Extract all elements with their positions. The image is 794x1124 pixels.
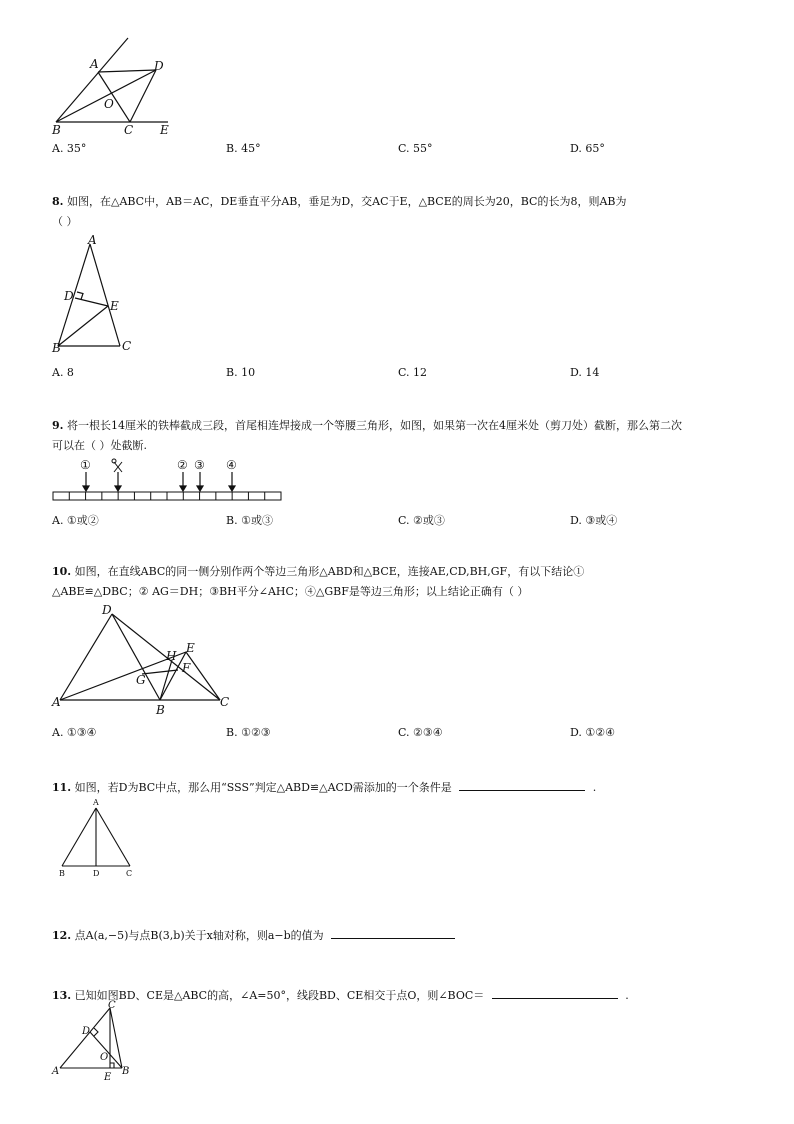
q7-option-b[interactable]: B. 45° — [226, 142, 261, 155]
q8-figure — [48, 232, 148, 356]
q10-label-f: F — [182, 661, 191, 675]
q8-text-line2: （ ） — [52, 215, 78, 228]
q7-label-b: B — [52, 123, 61, 137]
q10-label-b: B — [156, 703, 165, 717]
q10-text-line1: 如图，在直线ABC的同一侧分别作两个等边三角形△ABD和△BCE，连接AE,CD,BH,GF，有以下结论① — [74, 565, 585, 578]
q9-figure — [50, 456, 286, 504]
q11-stem — [52, 778, 596, 798]
q13-text: 已知如图BD、CE是△ABC的高，∠A=50°，线段BD、CE相交于点O，则∠BOC＝ — [74, 989, 485, 1002]
q11-number: 11. — [52, 781, 72, 794]
q11-label-b: B — [59, 869, 65, 878]
q12-number: 12. — [52, 929, 72, 942]
q10-stem — [52, 562, 584, 602]
q11-label-c: C — [126, 869, 133, 878]
scissors-icon — [112, 459, 122, 472]
q12-text: 点A(a,−5)与点B(3,b)关于x轴对称，则a−b的值为 — [74, 929, 324, 942]
q10-label-a: A — [52, 695, 61, 709]
q8-stem — [52, 192, 626, 232]
q13-tail: . — [625, 989, 629, 1002]
q13-answer-blank[interactable] — [492, 988, 618, 999]
q8-label-c: C — [122, 339, 132, 353]
q10-label-e: E — [186, 641, 195, 655]
q13-label-e: E — [104, 1072, 112, 1082]
q7-option-a[interactable]: A. 35° — [52, 142, 87, 155]
q8-label-d: D — [64, 289, 74, 303]
q10-option-d[interactable]: D. ①②④ — [570, 726, 616, 739]
q7-option-c[interactable]: C. 55° — [398, 142, 433, 155]
q12-stem — [52, 926, 459, 946]
q9-option-c[interactable]: C. ②或③ — [398, 514, 445, 527]
q8-option-b[interactable]: B. 10 — [226, 366, 256, 379]
q13-label-d: D — [82, 1026, 91, 1037]
q7-label-a: A — [90, 57, 99, 71]
q8-label-a: A — [88, 233, 97, 247]
q10-option-a[interactable]: A. ①③④ — [52, 726, 97, 739]
q8-option-d[interactable]: D. 14 — [570, 366, 600, 379]
q13-label-c: C — [108, 1000, 116, 1011]
q10-option-b[interactable]: B. ①②③ — [226, 726, 271, 739]
q11-answer-blank[interactable] — [459, 780, 585, 791]
q11-tail: . — [592, 781, 597, 794]
q8-option-a[interactable]: A. 8 — [52, 366, 74, 379]
q10-figure — [50, 602, 240, 718]
q11-label-d: D — [93, 869, 100, 878]
q8-option-c[interactable]: C. 12 — [398, 366, 428, 379]
q10-option-c[interactable]: C. ②③④ — [398, 726, 443, 739]
q8-text-line1: 如图，在△ABC中，AB＝AC，DE垂直平分AB，垂足为D，交AC于E，△BCE的周长为20，BC的长为8，则AB为 — [66, 195, 627, 208]
q10-label-c: C — [220, 695, 230, 709]
q10-label-h: H — [166, 649, 177, 663]
q9-mark-1: ① — [80, 458, 91, 472]
q7-label-o: O — [104, 97, 114, 111]
q10-label-g: G — [136, 673, 146, 687]
q13-label-a: A — [52, 1066, 60, 1077]
q9-mark-2: ② — [177, 458, 188, 472]
q9-number: 9. — [52, 419, 64, 432]
q8-label-b: B — [52, 341, 61, 355]
q13-label-b: B — [122, 1066, 130, 1077]
q12-answer-blank[interactable] — [331, 928, 455, 939]
q9-option-b[interactable]: B. ①或③ — [226, 514, 273, 527]
q11-text: 如图，若D为BC中点，那么用“SSS”判定△ABD≌△ACD需添加的一个条件是 — [74, 781, 452, 794]
q9-option-d[interactable]: D. ③或④ — [570, 514, 618, 527]
q11-label-a: A — [93, 798, 99, 807]
q7-label-d: D — [154, 59, 164, 73]
q9-mark-4: ④ — [226, 458, 237, 472]
q8-number: 8. — [52, 195, 64, 208]
q10-text-line2: △ABE≌△DBC；② AG＝DH；③BH平分∠AHC；④△GBF是等边三角形；以上结论正确有（ ） — [52, 585, 529, 598]
q9-text-line1: 将一根长14厘米的铁棒截成三段，首尾相连焊接成一个等腰三角形，如图，如果第一次在4厘米处（剪刀处）截断，那么第二次 — [66, 419, 682, 432]
q7-option-d[interactable]: D. 65° — [570, 142, 605, 155]
q7-label-c: C — [124, 123, 134, 137]
q9-option-a[interactable]: A. ①或② — [52, 514, 99, 527]
q13-number: 13. — [52, 989, 72, 1002]
q10-label-d: D — [102, 603, 112, 617]
q10-number: 10. — [52, 565, 72, 578]
q8-label-e: E — [110, 299, 119, 313]
q13-label-o: O — [100, 1052, 109, 1063]
q9-text-line2: 可以在（ ）处截断. — [52, 439, 147, 452]
q9-stem — [52, 416, 682, 456]
q13-figure — [50, 998, 140, 1082]
q9-mark-3: ③ — [194, 458, 205, 472]
q7-label-e: E — [160, 123, 169, 137]
q7-figure — [48, 34, 188, 138]
q11-figure — [54, 796, 144, 880]
